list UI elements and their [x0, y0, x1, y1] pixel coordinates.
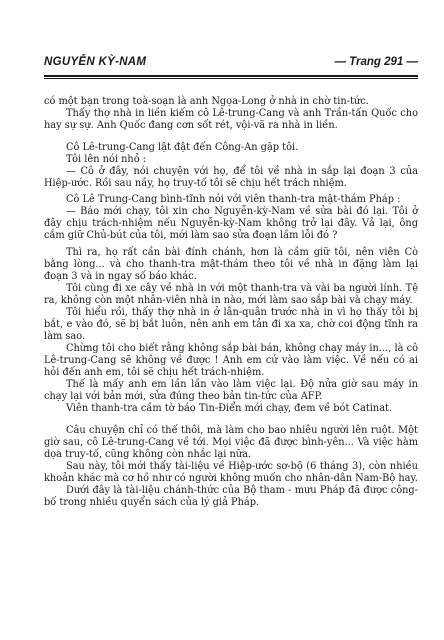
paragraph: Tôi hiểu rồi, thấy thợ nhà in ở lân-quân trước nhà in vì họ thấy tôi bị bắt, e vào đó, sẽ bị bắt luôn, nên anh em tản đi xa xa, chờ coi động tĩnh ra làm sao. [44, 306, 418, 342]
running-header [44, 52, 418, 72]
paragraph: có một bạn trong toà-soạn là anh Ngọa-Long ở nhà in chờ tin-tức. [44, 96, 369, 107]
paragraph: Cô Lê Trung-Cang bình-tĩnh nói với viên thanh-tra mật-thám Pháp : [66, 194, 401, 206]
paragraph: — Báo mới chạy, tôi xin cho Nguyễn-kỳ-Nam về sửa bài đó lại. Tôi ở đây chịu trách-nhiệm nếu Nguyễn-kỳ-Nam không trở lại đây. Vả lại, ông cắm giữ Chủ-bút của tôi, mới làm sao sửa đoạn lầm lỗi đó ? [44, 206, 418, 242]
paragraph: Thì ra, họ rất cần bài đính chánh, hơn là cầm giữ tôi, nên viên Cò bằng lòng... và cho thanh-tra mật-thám theo tôi về nhà in đặng làm lại đoạn 3 và in ngay số báo khác. [44, 246, 418, 282]
header-rule-thin [44, 78, 418, 79]
paragraph: Dưới đây là tài-liệu chánh-thức của Bộ tham - mưu Pháp đã được công-bố trong nhiều quyển sách của lý giả Pháp. [44, 485, 418, 509]
header-title: NGUYỄN KỲ-NAM [44, 56, 147, 68]
paragraph: Thấy thợ nhà in liền kiếm cô Lê-trung-Cang và anh Trần-tấn Quốc cho hay sự sự. Anh Quốc đang cơn sốt rét, vội-vã ra nhà in liền. [44, 108, 418, 132]
body-text [44, 96, 418, 510]
paragraph: Viên thanh-tra cầm tờ báo Tin-Điển mới chạy, đem về bót Catinat. [66, 403, 393, 415]
paragraph: Chừng tôi cho biết rằng không sắp bài bán, không chạy máy in..., là cô Lê-trung-Cang sẽ không về được ! Anh em cứ vào làm việc. Về nếu có ai hỏi đến anh em, tôi sẽ chịu hết trách-nhiệm. [44, 342, 418, 378]
header-rule [44, 75, 418, 77]
paragraph: Cô Lê-trung-Cang lật đật đến Công-An gặp tôi. [66, 142, 299, 154]
paragraph: Sau này, tôi mới thấy tài-liệu về Hiệp-ước sơ-bộ (6 tháng 3), còn nhiều khoản khác mà cơ hồ như có người không muốn cho nhân-dân Nam-Bộ hay. [44, 461, 418, 485]
paragraph: Tôi cùng đi xe cây về nhà in với một thanh-tra và vài ba người lính. Tệ ra, không còn một nhân-viên nhà in nào, mới làm sao sắp bài và chạy máy. [44, 282, 418, 306]
paragraph: — Cô ở đây, nói chuyện với họ, để tôi về nhà in sắp lại đoạn 3 của Hiệp-ước. Rồi sau nầy, họ truy-tố tôi sẽ chịu hết trách nhiệm. [44, 166, 418, 190]
page-number: — Trang 291 — [334, 56, 418, 68]
paragraph: Thế là mấy anh em lần lần vào làm việc lại. Độ nửa giờ sau máy in chạy lại với bản mới, sửa đúng theo bản tin-tức của AFP. [44, 379, 418, 403]
paragraph: Câu chuyện chỉ có thế thôi, mà làm cho bao nhiêu người lên ruột. Một giờ sau, cô Lê-trung-Cang về tới. Mọi việc đã được bình-yên... Và việc hàm dọa truy-tố, cũng không còn nhắc lại nữa. [44, 425, 418, 461]
paragraph: Tôi lên nói nhỏ : [66, 154, 147, 166]
